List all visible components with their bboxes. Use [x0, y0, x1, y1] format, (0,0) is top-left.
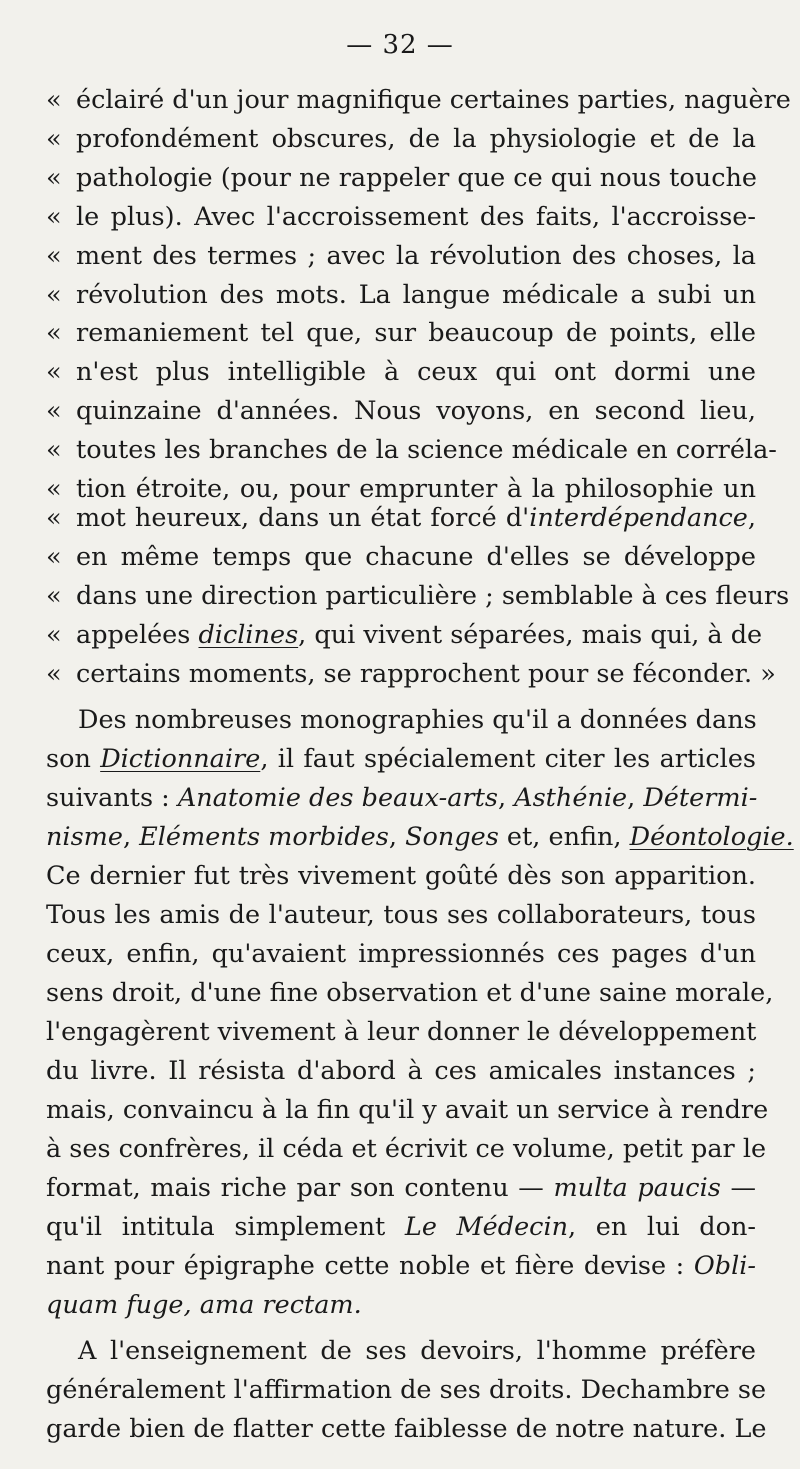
quote-mark: « [46, 474, 62, 504]
paragraph-2-line-14: qu'il intitula simplement Le Médecin, en lui don- [46, 1212, 757, 1242]
quote-line-13: « en même temps que chacune d'elles se développe [46, 538, 756, 576]
italic-title: Eléments morbides [139, 822, 389, 852]
quote-line-1 [46, 81, 791, 119]
quote-line-5 [46, 237, 756, 275]
quote-text: pathologie (pour ne rappeler que ce qui nous touche [76, 163, 758, 193]
paragraph-2-line-16 [46, 1286, 756, 1324]
italic-title: Anatomie des beaux-arts [177, 783, 498, 813]
paragraph-2-line-1: Des nombreuses monographies qu'il a données dans [78, 705, 757, 735]
italic-title: Dictionnaire [100, 744, 261, 774]
quote-line-8 [46, 353, 756, 391]
paragraph-2-line-6: Tous les amis de l'auteur, tous ses collaborateurs, tous [46, 900, 756, 930]
paragraph-2-line-2: son Dictionnaire, il faut spécialement citer les articles [46, 744, 756, 774]
italic-term: interdépendance [529, 503, 748, 533]
quote-text: n'est plus intelligible à ceux qui ont dormi une [76, 357, 756, 387]
quote-mark: « [46, 396, 62, 426]
quote-mark: « [46, 124, 62, 154]
quote-line-6 [46, 276, 756, 314]
page-number: — 32 — [346, 30, 454, 60]
quote-line-15: « appelées diclines, qui vivent séparées, mais qui, à de [46, 616, 756, 654]
quote-mark: « [46, 163, 62, 193]
paragraph-2-line-10: du livre. Il résista d'abord à ces amicales instances ; [46, 1056, 756, 1086]
paragraph-2-line-9: l'engagèrent vivement à leur donner le développement [46, 1017, 757, 1047]
italic-title: Asthénie [514, 783, 628, 813]
quote-text: le plus). Avec l'accroissement des faits, l'accroisse- [76, 202, 756, 232]
quote-line-2 [46, 120, 756, 158]
quote-mark: « [46, 241, 62, 271]
quote-text: tion étroite, ou, pour emprunter à la philosophie un [76, 474, 756, 504]
paragraph-2-line-5: Ce dernier fut très vivement goûté dès son apparition. [46, 861, 756, 891]
quote-mark: « [46, 85, 62, 115]
quote-mark: « [46, 503, 62, 533]
quote-mark: « [46, 280, 62, 310]
paragraph-2-line-12: à ses confrères, il céda et écrivit ce volume, petit par le [46, 1134, 767, 1164]
italic-title: Le Médecin [404, 1212, 569, 1242]
italic-title: nisme [46, 822, 123, 852]
paragraph-2-line-4: nisme, Eléments morbides, Songes et, enfin, Déontologie. [46, 822, 794, 852]
quote-mark: « [46, 542, 62, 572]
italic-title: Détermi- [643, 783, 758, 813]
quote-line-3 [46, 159, 756, 197]
quote-line-9 [46, 392, 756, 430]
italic-title: Déontologie. [629, 822, 794, 852]
quote-mark: « [46, 620, 62, 650]
italic-phrase: multa paucis [553, 1173, 721, 1203]
paragraph-2-line-7: ceux, enfin, qu'avaient impressionnés ces pages d'un [46, 939, 756, 969]
italic-motto: quam fuge, ama rectam. [46, 1290, 362, 1320]
quote-line-7 [46, 314, 756, 352]
quote-line-4 [46, 198, 756, 236]
quote-text: éclairé d'un jour magnifique certaines parties, naguère [76, 85, 791, 115]
quote-mark: « [46, 435, 62, 465]
quote-mark: « [46, 659, 62, 689]
quote-line-12: « mot heureux, dans un état forcé d'interdépendance, [46, 499, 756, 537]
paragraph-2-line-3: suivants : Anatomie des beaux-arts, Asthénie, Détermi- [46, 783, 758, 813]
quote-mark: « [46, 318, 62, 348]
quote-text: révolution des mots. La langue médicale a subi un [76, 280, 756, 310]
quote-line-14: « dans une direction particulière ; semblable à ces fleurs [46, 577, 756, 615]
quote-text: ment des termes ; avec la révolution des choses, la [76, 241, 756, 271]
paragraph-2-line-8: sens droit, d'une fine observation et d'une saine morale, [46, 978, 774, 1008]
paragraph-2-line-15: nant pour épigraphe cette noble et fière devise : Obli- [46, 1251, 756, 1281]
italic-term: diclines [198, 620, 299, 650]
quote-text: toutes les branches de la science médicale en corréla- [76, 435, 777, 465]
italic-title: Songes [405, 822, 499, 852]
italic-motto: Obli- [693, 1251, 756, 1281]
paragraph-3-line-1: A l'enseignement de ses devoirs, l'homme préfère [78, 1336, 756, 1366]
paragraph-3-line-2: généralement l'affirmation de ses droits. Dechambre se [46, 1375, 767, 1405]
quote-mark: « [46, 581, 62, 611]
quote-mark: « [46, 357, 62, 387]
paragraph-2-line-11: mais, convaincu à la fin qu'il y avait un service à rendre [46, 1095, 769, 1125]
quote-text: profondément obscures, de la physiologie et de la [76, 124, 756, 154]
quote-text: remaniement tel que, sur beaucoup de points, elle [76, 318, 756, 348]
quote-mark: « [46, 202, 62, 232]
quote-line-10 [46, 431, 777, 469]
quote-line-16: « certains moments, se rapprochent pour se féconder. » [46, 655, 756, 693]
paragraph-3-line-3: garde bien de flatter cette faiblesse de notre nature. Le [46, 1414, 767, 1444]
paragraph-2-line-13: format, mais riche par son contenu — multa paucis — [46, 1173, 756, 1203]
quote-text: quinzaine d'années. Nous voyons, en second lieu, [76, 396, 756, 426]
